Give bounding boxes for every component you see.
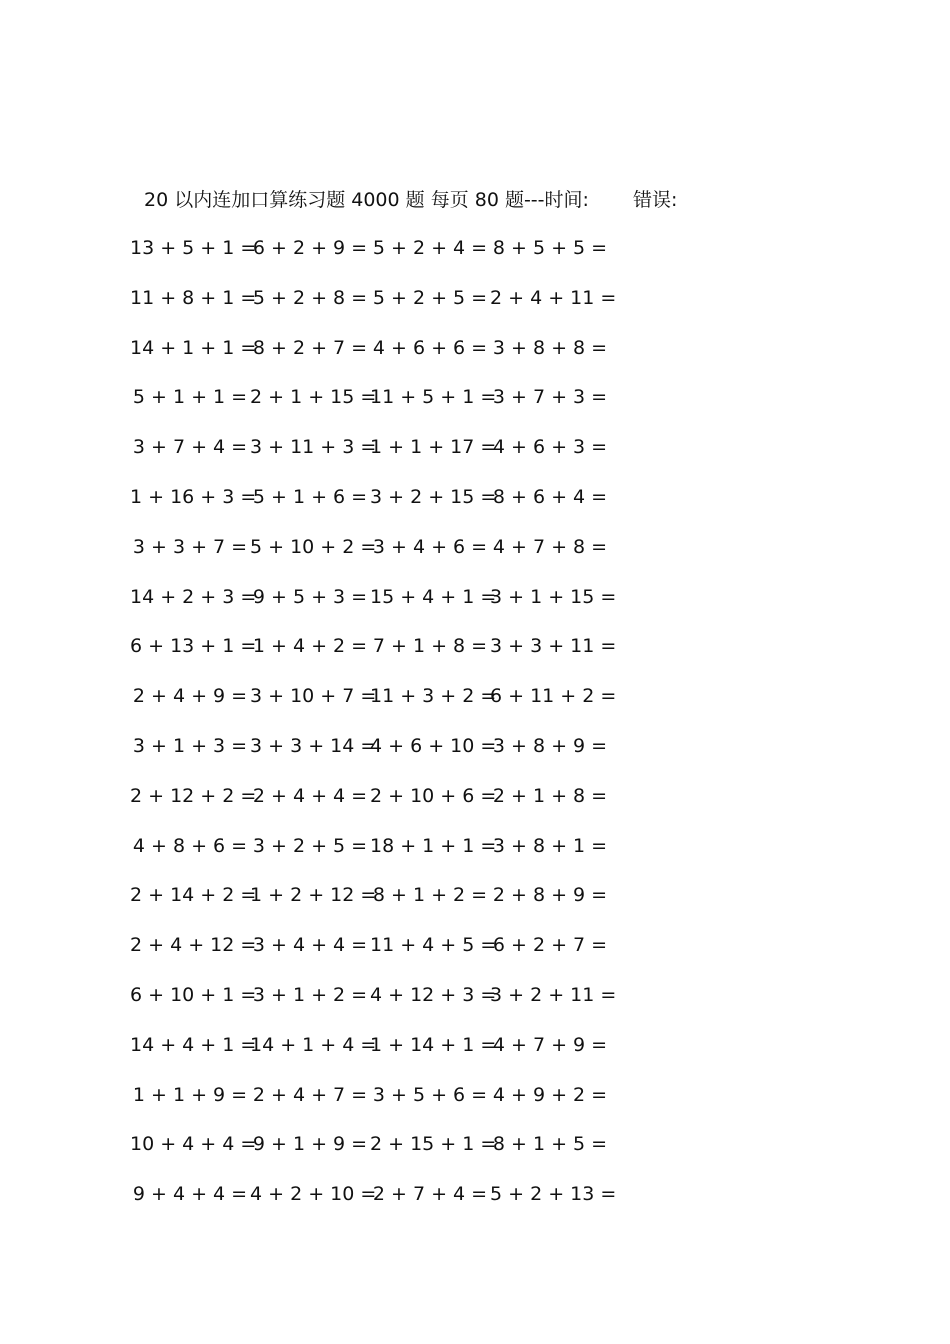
- arithmetic-problem: 2 + 1 + 8 =: [492, 784, 608, 807]
- arithmetic-problem: 9 + 1 + 9 =: [252, 1133, 368, 1156]
- arithmetic-problem: 6 + 2 + 9 =: [252, 237, 368, 259]
- arithmetic-problem: 2 + 7 + 4 =: [372, 1183, 488, 1206]
- arithmetic-problem: 15 + 4 + 1 =: [370, 585, 497, 608]
- problem-row: [130, 980, 630, 1030]
- arithmetic-problem: 3 + 3 + 14 =: [250, 734, 377, 757]
- arithmetic-problem: 3 + 1 + 3 =: [132, 734, 248, 757]
- arithmetic-problem: 3 + 1 + 2 =: [252, 983, 368, 1006]
- arithmetic-problem: 4 + 9 + 2 =: [492, 1083, 608, 1106]
- arithmetic-problem: 3 + 7 + 4 =: [132, 436, 248, 459]
- problem-row: [130, 1179, 630, 1229]
- arithmetic-problem: 2 + 4 + 7 =: [252, 1083, 368, 1106]
- arithmetic-problem: 14 + 4 + 1 =: [130, 1033, 257, 1056]
- arithmetic-problem: 1 + 1 + 9 =: [132, 1083, 248, 1106]
- arithmetic-problem: 2 + 4 + 4 =: [252, 784, 368, 807]
- arithmetic-problem: 1 + 2 + 12 =: [250, 884, 377, 907]
- arithmetic-problem: 3 + 4 + 6 =: [372, 535, 488, 558]
- problem-row: [130, 333, 630, 383]
- arithmetic-problem: 3 + 7 + 3 =: [492, 386, 608, 409]
- arithmetic-problem: 5 + 1 + 1 =: [132, 386, 248, 409]
- arithmetic-problem: 4 + 6 + 6 =: [372, 336, 488, 359]
- arithmetic-problem: 3 + 4 + 4 =: [252, 934, 368, 957]
- arithmetic-problem: 5 + 2 + 5 =: [372, 286, 488, 309]
- arithmetic-problem: 18 + 1 + 1 =: [370, 834, 497, 857]
- arithmetic-problem: 4 + 8 + 6 =: [132, 834, 248, 857]
- problem-grid: [130, 233, 630, 1229]
- arithmetic-problem: 8 + 1 + 2 =: [372, 884, 488, 907]
- problem-row: [130, 532, 630, 582]
- arithmetic-problem: 3 + 10 + 7 =: [250, 685, 377, 708]
- arithmetic-problem: 2 + 8 + 9 =: [492, 884, 608, 907]
- arithmetic-problem: 6 + 11 + 2 =: [490, 685, 617, 708]
- arithmetic-problem: 2 + 4 + 12 =: [130, 934, 257, 957]
- arithmetic-problem: 5 + 2 + 4 =: [372, 237, 488, 259]
- arithmetic-problem: 8 + 1 + 5 =: [492, 1133, 608, 1156]
- worksheet-title: 20 以内连加口算练习题 4000 题 每页 80 题---时间:: [144, 189, 589, 211]
- arithmetic-problem: 4 + 7 + 8 =: [492, 535, 608, 558]
- arithmetic-problem: 13 + 5 + 1 =: [130, 237, 257, 259]
- problem-row: [130, 1030, 630, 1080]
- arithmetic-problem: 2 + 1 + 15 =: [250, 386, 377, 409]
- arithmetic-problem: 1 + 14 + 1 =: [370, 1033, 497, 1056]
- arithmetic-problem: 2 + 15 + 1 =: [370, 1133, 497, 1156]
- problem-row: [130, 731, 630, 781]
- arithmetic-problem: 5 + 2 + 13 =: [490, 1183, 617, 1206]
- problem-row: [130, 631, 630, 681]
- arithmetic-problem: 6 + 10 + 1 =: [130, 983, 257, 1006]
- arithmetic-problem: 1 + 1 + 17 =: [370, 436, 497, 459]
- arithmetic-problem: 3 + 8 + 9 =: [492, 734, 608, 757]
- arithmetic-problem: 5 + 10 + 2 =: [250, 535, 377, 558]
- arithmetic-problem: 3 + 3 + 11 =: [490, 635, 617, 658]
- arithmetic-problem: 2 + 10 + 6 =: [370, 784, 497, 807]
- arithmetic-problem: 3 + 11 + 3 =: [250, 436, 377, 459]
- problem-row: [130, 1080, 630, 1130]
- worksheet-header: [144, 186, 677, 214]
- arithmetic-problem: 11 + 4 + 5 =: [370, 934, 497, 957]
- arithmetic-problem: 3 + 8 + 8 =: [492, 336, 608, 359]
- problem-row: [130, 930, 630, 980]
- arithmetic-problem: 5 + 1 + 6 =: [252, 485, 368, 508]
- arithmetic-problem: 14 + 1 + 4 =: [250, 1033, 377, 1056]
- arithmetic-problem: 4 + 6 + 3 =: [492, 436, 608, 459]
- arithmetic-problem: 3 + 8 + 1 =: [492, 834, 608, 857]
- arithmetic-problem: 4 + 6 + 10 =: [370, 734, 497, 757]
- arithmetic-problem: 7 + 1 + 8 =: [372, 635, 488, 658]
- arithmetic-problem: 8 + 6 + 4 =: [492, 485, 608, 508]
- problem-row: [130, 880, 630, 930]
- arithmetic-problem: 11 + 5 + 1 =: [370, 386, 497, 409]
- arithmetic-problem: 9 + 4 + 4 =: [132, 1183, 248, 1206]
- problem-row: [130, 831, 630, 881]
- error-label: 错误:: [632, 189, 678, 211]
- arithmetic-problem: 1 + 4 + 2 =: [252, 635, 368, 658]
- problem-row: [130, 582, 630, 632]
- arithmetic-problem: 3 + 2 + 5 =: [252, 834, 368, 857]
- arithmetic-problem: 6 + 13 + 1 =: [130, 635, 257, 658]
- arithmetic-problem: 9 + 5 + 3 =: [252, 585, 368, 608]
- arithmetic-problem: 5 + 2 + 8 =: [252, 286, 368, 309]
- problem-row: [130, 1129, 630, 1179]
- arithmetic-problem: 2 + 4 + 9 =: [132, 685, 248, 708]
- problem-row: [130, 382, 630, 432]
- arithmetic-problem: 4 + 12 + 3 =: [370, 983, 497, 1006]
- arithmetic-problem: 14 + 1 + 1 =: [130, 336, 257, 359]
- arithmetic-problem: 10 + 4 + 4 =: [130, 1133, 257, 1156]
- arithmetic-problem: 8 + 5 + 5 =: [492, 237, 608, 259]
- arithmetic-problem: 14 + 2 + 3 =: [130, 585, 257, 608]
- arithmetic-problem: 2 + 4 + 11 =: [490, 286, 617, 309]
- arithmetic-problem: 8 + 2 + 7 =: [252, 336, 368, 359]
- arithmetic-problem: 3 + 2 + 15 =: [370, 485, 497, 508]
- problem-row: [130, 482, 630, 532]
- problem-row: [130, 432, 630, 482]
- problem-row: [130, 681, 630, 731]
- arithmetic-problem: 11 + 8 + 1 =: [130, 286, 257, 309]
- arithmetic-problem: 3 + 1 + 15 =: [490, 585, 617, 608]
- problem-row: [130, 781, 630, 831]
- arithmetic-problem: 3 + 2 + 11 =: [490, 983, 617, 1006]
- arithmetic-problem: 2 + 14 + 2 =: [130, 884, 257, 907]
- arithmetic-problem: 6 + 2 + 7 =: [492, 934, 608, 957]
- arithmetic-problem: 4 + 2 + 10 =: [250, 1183, 377, 1206]
- arithmetic-problem: 3 + 5 + 6 =: [372, 1083, 488, 1106]
- arithmetic-problem: 3 + 3 + 7 =: [132, 535, 248, 558]
- arithmetic-problem: 4 + 7 + 9 =: [492, 1033, 608, 1056]
- problem-row: [130, 233, 630, 283]
- arithmetic-problem: 2 + 12 + 2 =: [130, 784, 257, 807]
- arithmetic-problem: 1 + 16 + 3 =: [130, 485, 257, 508]
- arithmetic-problem: 11 + 3 + 2 =: [370, 685, 497, 708]
- problem-row: [130, 283, 630, 333]
